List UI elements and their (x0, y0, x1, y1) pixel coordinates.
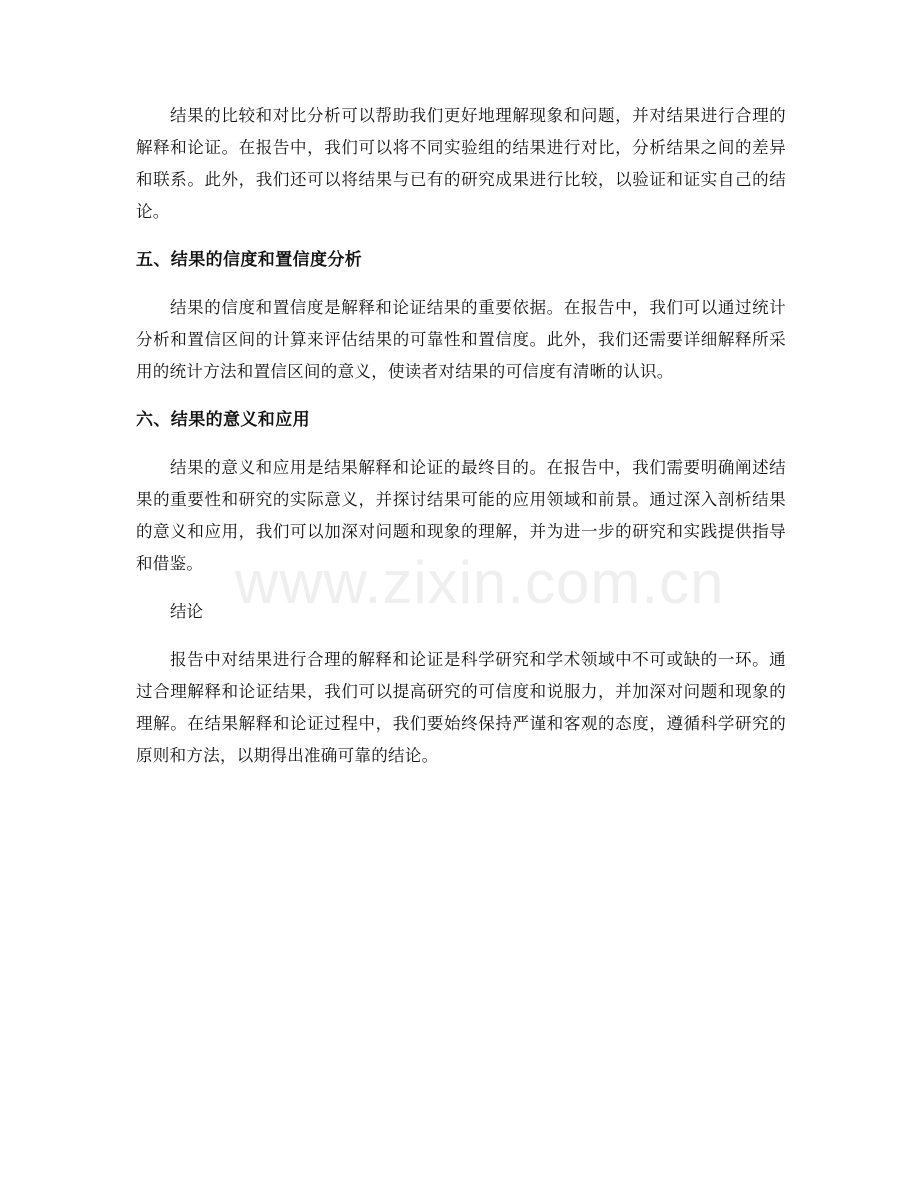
watermark-text: www.zixin.com.cn (235, 549, 725, 616)
paragraph-significance: 结果的意义和应用是结果解释和论证的最终目的。在报告中，我们需要明确阐述结果的重要性和研究的实际意义，并探讨结果可能的应用领域和前景。通过深入剖析结果的意义和应用，我们可以加深对问题和现象的理解，并为进一步的研究和实践提供指导和借鉴。 (136, 458, 786, 573)
conclusion-label: 结论 (170, 602, 203, 621)
paragraph-conclusion: 报告中对结果进行合理的解释和论证是科学研究和学术领域中不可或缺的一环。通过合理解释和论证结果，我们可以提高研究的可信度和说服力，并加深对问题和现象的理解。在结果解释和论证过程中，我们要始终保持严谨和客观的态度，遵循科学研究的原则和方法，以期得出准确可靠的结论。 (136, 650, 786, 765)
paragraph-comparison: 结果的比较和对比分析可以帮助我们更好地理解现象和问题，并对结果进行合理的解释和论证。在报告中，我们可以将不同实验组的结果进行对比，分析结果之间的差异和联系。此外，我们还可以将结果与已有的研究成果进行比较，以验证和证实自己的结论。 (136, 106, 786, 221)
paragraph-reliability: 结果的信度和置信度是解释和论证结果的重要依据。在报告中，我们可以通过统计分析和置信区间的计算来评估结果的可靠性和置信度。此外，我们还需要详细解释所采用的统计方法和置信区间的意义，使读者对结果的可信度有清晰的认识。 (136, 298, 786, 381)
section-heading-reliability: 五、结果的信度和置信度分析 (136, 250, 363, 270)
document-body (136, 100, 786, 788)
section-heading-significance: 六、结果的意义和应用 (136, 410, 310, 430)
